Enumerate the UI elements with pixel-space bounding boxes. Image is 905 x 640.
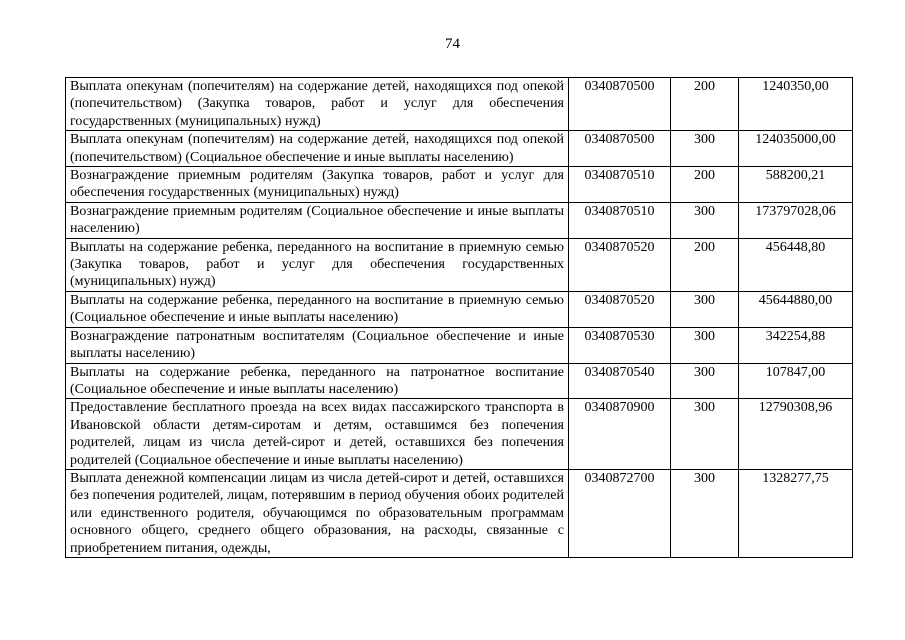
row-budget-code: 0340870510	[569, 167, 671, 203]
table-row	[66, 238, 853, 291]
row-budget-code: 0340870510	[569, 202, 671, 238]
row-amount: 45644880,00	[739, 291, 853, 327]
table-row	[66, 167, 853, 203]
row-amount: 456448,80	[739, 238, 853, 291]
budget-table	[65, 77, 853, 558]
row-expense-type: 200	[671, 78, 739, 131]
row-amount: 342254,88	[739, 327, 853, 363]
table-row	[66, 78, 853, 131]
row-budget-code: 0340872700	[569, 469, 671, 557]
row-budget-code: 0340870900	[569, 399, 671, 470]
row-description: Выплата опекунам (попечителям) на содержание детей, находящихся под опекой (попечительством) (Закупка товаров, работ и услуг для обеспечения государственных (муниципальных) нужд)	[66, 78, 569, 131]
row-budget-code: 0340870500	[569, 131, 671, 167]
row-amount: 12790308,96	[739, 399, 853, 470]
row-expense-type: 300	[671, 399, 739, 470]
row-expense-type: 300	[671, 202, 739, 238]
row-amount: 1240350,00	[739, 78, 853, 131]
table-row	[66, 469, 853, 557]
row-amount: 173797028,06	[739, 202, 853, 238]
table-row	[66, 399, 853, 470]
row-description: Предоставление бесплатного проезда на всех видах пассажирского транспорта в Ивановской области детям-сиротам и детям, оставшимся без попечения родителей, лицам из числа детей-сирот и детей, оставшихся без попечения родителей (Социальное обеспечение и иные выплаты населению)	[66, 399, 569, 470]
row-description: Вознаграждение приемным родителям (Социальное обеспечение и иные выплаты населению)	[66, 202, 569, 238]
row-description: Вознаграждение патронатным воспитателям (Социальное обеспечение и иные выплаты населению)	[66, 327, 569, 363]
table-row	[66, 363, 853, 399]
row-budget-code: 0340870500	[569, 78, 671, 131]
table-row	[66, 291, 853, 327]
table-row	[66, 327, 853, 363]
row-budget-code: 0340870520	[569, 291, 671, 327]
row-description: Выплаты на содержание ребенка, переданного на патронатное воспитание (Социальное обеспечение и иные выплаты населению)	[66, 363, 569, 399]
row-budget-code: 0340870540	[569, 363, 671, 399]
row-expense-type: 300	[671, 291, 739, 327]
row-expense-type: 300	[671, 469, 739, 557]
page-number: 74	[445, 36, 460, 52]
table-row	[66, 131, 853, 167]
row-expense-type: 300	[671, 363, 739, 399]
row-budget-code: 0340870520	[569, 238, 671, 291]
row-amount: 1328277,75	[739, 469, 853, 557]
row-description: Выплаты на содержание ребенка, переданного на воспитание в приемную семью (Закупка товаров, работ и услуг для обеспечения государственных (муниципальных) нужд)	[66, 238, 569, 291]
row-amount: 107847,00	[739, 363, 853, 399]
row-description: Выплаты на содержание ребенка, переданного на воспитание в приемную семью (Социальное обеспечение и иные выплаты населению)	[66, 291, 569, 327]
row-budget-code: 0340870530	[569, 327, 671, 363]
row-expense-type: 300	[671, 131, 739, 167]
row-expense-type: 200	[671, 167, 739, 203]
row-amount: 124035000,00	[739, 131, 853, 167]
row-description: Выплата денежной компенсации лицам из числа детей-сирот и детей, оставшихся без попечения родителей, лицам, потерявшим в период обучения обоих родителей или единственного родителя, обучающимся по образовательным программам основного общего, среднего общего образования, на расходы, связанные с приобретением питания, одежды,	[66, 469, 569, 557]
row-description: Вознаграждение приемным родителям (Закупка товаров, работ и услуг для обеспечения государственных (муниципальных) нужд)	[66, 167, 569, 203]
table-row	[66, 202, 853, 238]
row-expense-type: 300	[671, 327, 739, 363]
row-expense-type: 200	[671, 238, 739, 291]
row-amount: 588200,21	[739, 167, 853, 203]
row-description: Выплата опекунам (попечителям) на содержание детей, находящихся под опекой (попечительством) (Социальное обеспечение и иные выплаты населению)	[66, 131, 569, 167]
